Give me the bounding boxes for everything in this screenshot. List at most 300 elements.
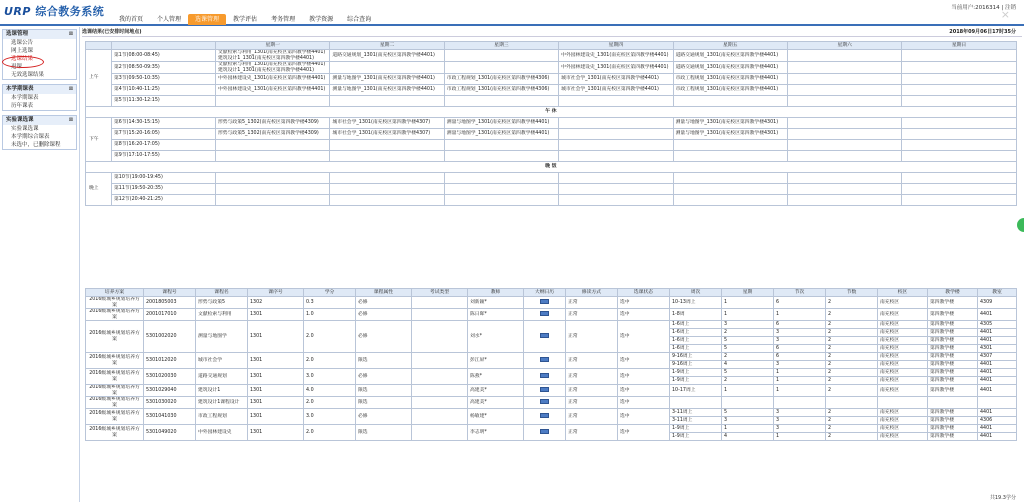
course-header-cell: 教室	[978, 289, 1017, 297]
session-cell: 南充校区	[878, 425, 928, 433]
session-cell: 1	[774, 377, 826, 385]
timetable-cell	[902, 62, 1016, 74]
time-slot: 第9节(17:10-17:55)	[112, 151, 216, 162]
course-teacher: 高建美*	[468, 397, 524, 409]
session-cell: 南充校区	[878, 377, 928, 385]
timetable-cell	[444, 184, 558, 195]
session-cell: 6	[774, 345, 826, 353]
session-cell: 第四教学楼	[928, 345, 978, 353]
timetable-corner	[86, 42, 112, 50]
session-cell: 10-17周上	[670, 385, 722, 397]
course-exam	[412, 385, 468, 397]
timetable-cell	[673, 140, 787, 151]
course-name: 中外园林建设史	[196, 425, 248, 441]
timetable-cell	[330, 195, 444, 206]
timetable-row	[86, 195, 1017, 206]
syllabus-cell[interactable]	[524, 369, 566, 385]
timetable-cell	[559, 151, 673, 162]
collapse-icon[interactable]: ⊠	[68, 86, 73, 92]
timetable-cell	[902, 140, 1016, 151]
session-cell	[928, 397, 978, 409]
syllabus-cell[interactable]	[524, 385, 566, 397]
course-row	[86, 321, 1017, 329]
app-header	[0, 0, 1024, 26]
side-bubble-icon[interactable]	[1017, 218, 1024, 232]
timetable-header-row	[86, 42, 1017, 50]
day-header: 星期一	[216, 42, 330, 50]
syllabus-book-icon[interactable]	[540, 413, 549, 418]
timetable-cell	[902, 184, 1016, 195]
timetable-cell	[787, 96, 901, 107]
session-cell: 第四教学楼	[928, 353, 978, 361]
timetable-cell[interactable]: 市政工程规划_1301(南充校区第四教学楼4401)	[673, 74, 787, 85]
timetable-cell	[559, 173, 673, 184]
sidebar-item[interactable]: 实验课选课	[11, 126, 39, 132]
session-cell: 3	[774, 409, 826, 417]
course-attr: 必修	[356, 409, 412, 425]
timetable-cell[interactable]: 测量与地图学_1301(南充校区第四教学楼4401)	[330, 74, 444, 85]
timetable-cell	[559, 140, 673, 151]
timetable-cell[interactable]: 文献检索与利用_1301(南充校区第四教学楼4401) 建筑设计1_1301(南充校区第四教学楼4401)	[216, 50, 330, 62]
timetable-cell	[787, 151, 901, 162]
course-row	[86, 409, 1017, 417]
sidebar-item[interactable]: 选课结果	[11, 56, 34, 62]
syllabus-book-icon[interactable]	[540, 333, 549, 338]
sidebar-item[interactable]: 选课公告	[11, 40, 34, 46]
course-teacher: 刘新颖*	[468, 297, 524, 309]
course-mode: 正常	[566, 409, 618, 425]
time-slot: 第11节(19:50-20:35)	[112, 184, 216, 195]
session-cell: 南充校区	[878, 369, 928, 377]
time-slot: 第4节(10:40-11:25)	[112, 85, 216, 96]
timetable-row	[86, 50, 1017, 62]
course-header-cell: 考试类型	[412, 289, 468, 297]
sidebar-section-title[interactable]	[3, 30, 76, 39]
session-cell: 4401	[978, 337, 1017, 345]
course-credit: 4.0	[304, 385, 356, 397]
timetable-cell	[902, 195, 1016, 206]
syllabus-cell[interactable]	[524, 321, 566, 353]
session-cell: 5	[722, 369, 774, 377]
session-cell	[826, 397, 878, 409]
timetable-row	[86, 129, 1017, 140]
day-header: 星期六	[787, 42, 901, 50]
timetable-cell[interactable]: 城市社会学_1301(南充校区第四教学楼4401)	[559, 74, 673, 85]
course-course-no: 5301041030	[144, 409, 196, 425]
session-cell: 2	[826, 385, 878, 397]
course-seq: 1301	[248, 321, 304, 353]
session-cell: 1	[722, 425, 774, 433]
session-cell: 1-9周上	[670, 425, 722, 433]
timetable-cell[interactable]: 测量与地图学_1301(南充校区第四教学楼4401)	[444, 118, 558, 129]
session-cell: 南充校区	[878, 337, 928, 345]
session-cell: 第四教学楼	[928, 385, 978, 397]
syllabus-cell[interactable]	[524, 397, 566, 409]
course-mode: 正常	[566, 297, 618, 309]
session-cell: 南充校区	[878, 385, 928, 397]
session-cell: 4	[722, 433, 774, 441]
syllabus-book-icon[interactable]	[540, 373, 549, 378]
timetable-cell[interactable]: 市政工程规划_1301(南充校区第四教学楼4306)	[444, 74, 558, 85]
course-exam	[412, 409, 468, 425]
syllabus-cell[interactable]	[524, 309, 566, 321]
timetable-cell	[330, 62, 444, 74]
nav-tab-6[interactable]: 教学资源	[309, 16, 334, 23]
page-title: 选课结果(已安排时间地点)	[82, 29, 142, 35]
session-cell: 1-9周上	[670, 433, 722, 441]
day-header: 星期四	[559, 42, 673, 50]
session-cell: 第四教学楼	[928, 337, 978, 345]
course-row	[86, 385, 1017, 397]
session-cell: 2	[826, 321, 878, 329]
timetable-cell[interactable]: 中外园林建设史_1301(南充校区第四教学楼4401)	[559, 62, 673, 74]
timetable-cell	[216, 184, 330, 195]
syllabus-cell[interactable]	[524, 297, 566, 309]
timetable-row	[86, 140, 1017, 151]
session-cell	[774, 397, 826, 409]
timetable-cell	[559, 96, 673, 107]
course-seq: 1302	[248, 297, 304, 309]
session-cell: 3	[774, 329, 826, 337]
time-slot: 第6节(14:30-15:15)	[112, 118, 216, 129]
course-credit: 2.0	[304, 321, 356, 353]
session-cell: 2	[826, 433, 878, 441]
timetable-cell[interactable]: 测量与地图学_1301(南充校区第四教学楼4301)	[673, 118, 787, 129]
sidebar-item[interactable]: 未选中，已删除课程	[11, 142, 61, 148]
session-cell: 1	[774, 385, 826, 397]
session-cell: 3	[722, 417, 774, 425]
sidebar-section-title[interactable]	[3, 116, 76, 125]
course-name: 道路交通规划	[196, 369, 248, 385]
timetable-cell[interactable]: 道路交通规划_1301(南充校区第四教学楼4401)	[673, 62, 787, 74]
session-cell: 4401	[978, 369, 1017, 377]
course-teacher: 陈燕*	[468, 369, 524, 385]
sidebar-item[interactable]: 网上选课	[11, 48, 34, 54]
session-cell: 3-11周上	[670, 409, 722, 417]
syllabus-book-icon[interactable]	[540, 299, 549, 304]
top-nav	[112, 14, 378, 26]
course-seq: 1301	[248, 353, 304, 369]
timetable-cell	[902, 50, 1016, 62]
timetable-cell	[559, 184, 673, 195]
sidebar-item[interactable]: 本学期综合课表	[11, 134, 50, 140]
session-cell: 1	[774, 433, 826, 441]
session-cell: 2	[826, 409, 878, 417]
timetable-cell	[444, 140, 558, 151]
timetable-cell	[787, 184, 901, 195]
nav-tab-1[interactable]: 我的首页	[119, 16, 144, 23]
course-teacher: 彭江屏*	[468, 353, 524, 369]
session-cell: 第四教学楼	[928, 417, 978, 425]
session-cell: 10-13周上	[670, 297, 722, 309]
course-row	[86, 309, 1017, 321]
course-attr: 必修	[356, 321, 412, 353]
session-cell: 1	[774, 309, 826, 321]
course-header-cell: 大纲日历	[524, 289, 566, 297]
credits-footer: 共19.3学分	[989, 495, 1016, 501]
timetable-cell	[444, 195, 558, 206]
session-cell: 第四教学楼	[928, 361, 978, 369]
course-credit: 1.0	[304, 309, 356, 321]
timetable-row	[86, 118, 1017, 129]
sidebar-section-label: 实验课选课	[6, 117, 34, 123]
course-header-cell: 课程名	[196, 289, 248, 297]
course-plan: 2016级城乡规划培养方案	[86, 321, 144, 353]
timetable-row	[86, 96, 1017, 107]
course-credit: 2.0	[304, 353, 356, 369]
timetable-cell	[902, 74, 1016, 85]
course-exam	[412, 369, 468, 385]
session-cell: 4305	[978, 321, 1017, 329]
main-title-bar	[82, 28, 1022, 37]
course-header-cell: 节数	[826, 289, 878, 297]
logo-text: 综合教务系统	[35, 5, 105, 18]
session-cell: 1-9周上	[670, 377, 722, 385]
syllabus-book-icon[interactable]	[540, 399, 549, 404]
timetable-cell	[216, 151, 330, 162]
timetable-cell[interactable]: 测量与地图学_1301(南充校区第四教学楼4401)	[330, 85, 444, 96]
course-attr: 必修	[356, 369, 412, 385]
timetable-cell[interactable]: 市政工程规划_1301(南充校区第四教学楼4401)	[673, 85, 787, 96]
session-cell: 2	[826, 377, 878, 385]
timetable-cell	[787, 74, 901, 85]
course-status: 选中	[618, 385, 670, 397]
course-table	[85, 288, 1017, 441]
session-cell: 2	[826, 369, 878, 377]
session-cell: 南充校区	[878, 417, 928, 425]
timetable-cell	[216, 195, 330, 206]
course-exam	[412, 353, 468, 369]
course-name: 测量与地图学	[196, 321, 248, 353]
highlight-circle	[2, 56, 44, 68]
course-header-cell: 修读方式	[566, 289, 618, 297]
timetable-row	[86, 173, 1017, 184]
timetable-row	[86, 74, 1017, 85]
syllabus-book-icon[interactable]	[540, 311, 549, 316]
close-icon[interactable]: ×	[1000, 8, 1010, 21]
timetable-cell	[559, 118, 673, 129]
syllabus-cell[interactable]	[524, 353, 566, 369]
course-status: 选中	[618, 409, 670, 425]
course-teacher: 刘水*	[468, 321, 524, 353]
course-exam	[412, 297, 468, 309]
sidebar-item[interactable]: 无效选课结果	[11, 72, 45, 78]
session-cell	[722, 397, 774, 409]
timetable-cell	[787, 195, 901, 206]
timetable-cell[interactable]: 城市社会学_1301(南充校区第四教学楼4401)	[559, 85, 673, 96]
timetable-cell[interactable]: 形势与政策5_1302(南充校区第四教学楼4309)	[216, 129, 330, 140]
time-slot: 第3节(09:50-10:35)	[112, 74, 216, 85]
course-status: 选中	[618, 309, 670, 321]
session-cell: 4301	[978, 345, 1017, 353]
session-cell: 南充校区	[878, 345, 928, 353]
course-name: 建筑设计1课程设计	[196, 397, 248, 409]
course-status: 选中	[618, 321, 670, 353]
session-cell: 第四教学楼	[928, 377, 978, 385]
course-plan: 2016级城乡规划培养方案	[86, 297, 144, 309]
nav-tab-4[interactable]: 教学评估	[233, 16, 258, 23]
session-cell: 4401	[978, 425, 1017, 433]
timetable-cell[interactable]: 形势与政策5_1302(南充校区第四教学楼4309)	[216, 118, 330, 129]
timetable-cell	[902, 173, 1016, 184]
sidebar-section-title[interactable]	[3, 85, 76, 94]
session-cell: 4401	[978, 377, 1017, 385]
course-course-no: 5301049020	[144, 425, 196, 441]
course-mode: 正常	[566, 369, 618, 385]
timetable-cell	[787, 173, 901, 184]
course-header-cell: 学分	[304, 289, 356, 297]
syllabus-book-icon[interactable]	[540, 429, 549, 434]
timetable-cell	[444, 151, 558, 162]
course-attr: 限选	[356, 397, 412, 409]
collapse-icon[interactable]: ⊠	[68, 117, 73, 123]
timetable-cell	[444, 50, 558, 62]
session-cell: 第四教学楼	[928, 321, 978, 329]
course-header-cell: 教学楼	[928, 289, 978, 297]
course-status: 选中	[618, 353, 670, 369]
course-credit: 0.3	[304, 297, 356, 309]
sidebar-section	[2, 115, 77, 150]
timetable-cell	[330, 96, 444, 107]
timetable-cell[interactable]: 道路交通规划_1301(南充校区第四教学楼4401)	[673, 50, 787, 62]
time-slot: 第7节(15:20-16:05)	[112, 129, 216, 140]
timetable-cell	[787, 50, 901, 62]
session-cell: 4306	[978, 417, 1017, 425]
nav-tab-7[interactable]: 综合查询	[347, 16, 372, 23]
timetable-cell	[559, 129, 673, 140]
session-cell: 1	[722, 309, 774, 321]
course-credit: 3.0	[304, 369, 356, 385]
session-cell: 南充校区	[878, 297, 928, 309]
syllabus-book-icon[interactable]	[540, 387, 549, 392]
session-cell: 2	[826, 345, 878, 353]
period-label: 下午	[86, 118, 112, 162]
sidebar-item[interactable]: 历年课表	[11, 103, 34, 109]
course-status: 选中	[618, 369, 670, 385]
timetable-cell[interactable]: 城市社会学_1301(南充校区第四教学楼4307)	[330, 118, 444, 129]
course-plan: 2016级城乡规划培养方案	[86, 385, 144, 397]
time-slot: 第2节(08:50-09:35)	[112, 62, 216, 74]
course-row	[86, 397, 1017, 409]
session-cell: 5	[722, 345, 774, 353]
session-cell: 3-11周上	[670, 417, 722, 425]
timetable-cell[interactable]: 道路交通规划_1301(南充校区第四教学楼4401)	[330, 50, 444, 62]
timetable-cell	[444, 96, 558, 107]
timetable-cell	[902, 118, 1016, 129]
timetable-cell[interactable]: 文献检索与利用_1301(南充校区第四教学楼4401) 建筑设计1_1301(南充校区第四教学楼4401)	[216, 62, 330, 74]
timetable-row	[86, 184, 1017, 195]
day-header: 星期日	[902, 42, 1016, 50]
timetable-cell[interactable]: 市政工程规划_1301(南充校区第四教学楼4306)	[444, 85, 558, 96]
course-teacher: 陈日晖*	[468, 309, 524, 321]
course-mode: 正常	[566, 425, 618, 441]
course-attr: 限选	[356, 425, 412, 441]
course-course-no: 5301002020	[144, 321, 196, 353]
course-header-cell: 课程属性	[356, 289, 412, 297]
session-cell	[670, 397, 722, 409]
course-mode: 正常	[566, 309, 618, 321]
timetable-cell[interactable]: 测量与地图学_1301(南充校区第四教学楼4401)	[444, 129, 558, 140]
timetable-cell	[330, 151, 444, 162]
timetable-cell[interactable]: 中外园林建设史_1301(南充校区第四教学楼4401)	[559, 50, 673, 62]
course-name: 文献检索与利用	[196, 309, 248, 321]
timetable-cell	[787, 129, 901, 140]
timetable-cell	[673, 184, 787, 195]
day-header: 星期五	[673, 42, 787, 50]
session-cell: 5	[722, 409, 774, 417]
session-cell	[978, 397, 1017, 409]
session-cell: 3	[774, 337, 826, 345]
break-row	[86, 162, 1017, 173]
course-plan: 2016级城乡规划培养方案	[86, 425, 144, 441]
timetable-cell	[787, 62, 901, 74]
break-row	[86, 107, 1017, 118]
timetable-cell[interactable]: 中外园林建设史_1301(南充校区第四教学楼4401)	[216, 74, 330, 85]
course-course-no: 5301020030	[144, 369, 196, 385]
syllabus-cell[interactable]	[524, 409, 566, 425]
sidebar-section	[2, 84, 77, 111]
course-header-cell: 周次	[670, 289, 722, 297]
user-info[interactable]: 当前用户:2016314 | 注销	[951, 5, 1016, 11]
timetable-cell	[330, 140, 444, 151]
course-header-cell: 节次	[774, 289, 826, 297]
day-header: 星期二	[330, 42, 444, 50]
course-mode: 正常	[566, 353, 618, 369]
session-cell: 南充校区	[878, 309, 928, 321]
time-slot: 第8节(16:20-17:05)	[112, 140, 216, 151]
timetable-cell[interactable]: 城市社会学_1301(南充校区第四教学楼4307)	[330, 129, 444, 140]
syllabus-book-icon[interactable]	[540, 357, 549, 362]
collapse-icon[interactable]: ⊠	[68, 31, 73, 37]
session-cell: 2	[826, 417, 878, 425]
session-cell: 4401	[978, 309, 1017, 321]
sidebar-section-label: 本学期课表	[6, 86, 34, 92]
period-label: 上午	[86, 50, 112, 107]
nav-tab-3[interactable]: 选课管理	[188, 14, 226, 25]
nav-tab-2[interactable]: 个人管理	[157, 16, 182, 23]
timetable-cell	[673, 96, 787, 107]
session-cell: 4309	[978, 297, 1017, 309]
syllabus-cell[interactable]	[524, 425, 566, 441]
course-seq: 1301	[248, 409, 304, 425]
timetable-cell[interactable]: 测量与地图学_1301(南充校区第四教学楼4301)	[673, 129, 787, 140]
course-mode: 正常	[566, 385, 618, 397]
sidebar-item[interactable]: 本学期课表	[11, 95, 39, 101]
session-cell: 南充校区	[878, 321, 928, 329]
course-teacher: 杨敏建*	[468, 409, 524, 425]
course-seq: 1301	[248, 425, 304, 441]
sidebar-item[interactable]: 退课	[11, 64, 23, 70]
timetable-cell[interactable]: 中外园林建设史_1301(南充校区第四教学楼4401)	[216, 85, 330, 96]
course-plan: 2016级城乡规划培养方案	[86, 353, 144, 369]
session-cell: 3	[722, 321, 774, 329]
course-name: 市政工程规划	[196, 409, 248, 425]
course-course-no: 5301029040	[144, 385, 196, 397]
course-teacher: 李志明*	[468, 425, 524, 441]
session-cell: 南充校区	[878, 361, 928, 369]
nav-tab-5[interactable]: 考务管理	[271, 16, 296, 23]
course-header-row	[86, 289, 1017, 297]
course-seq: 1301	[248, 369, 304, 385]
timetable-row	[86, 85, 1017, 96]
course-row	[86, 369, 1017, 377]
sidebar-section	[2, 29, 77, 80]
session-cell: 1-9周上	[670, 369, 722, 377]
timetable-cell	[673, 151, 787, 162]
session-cell: 1-6周上	[670, 329, 722, 337]
timetable-cell	[330, 173, 444, 184]
sidebar	[0, 27, 80, 502]
